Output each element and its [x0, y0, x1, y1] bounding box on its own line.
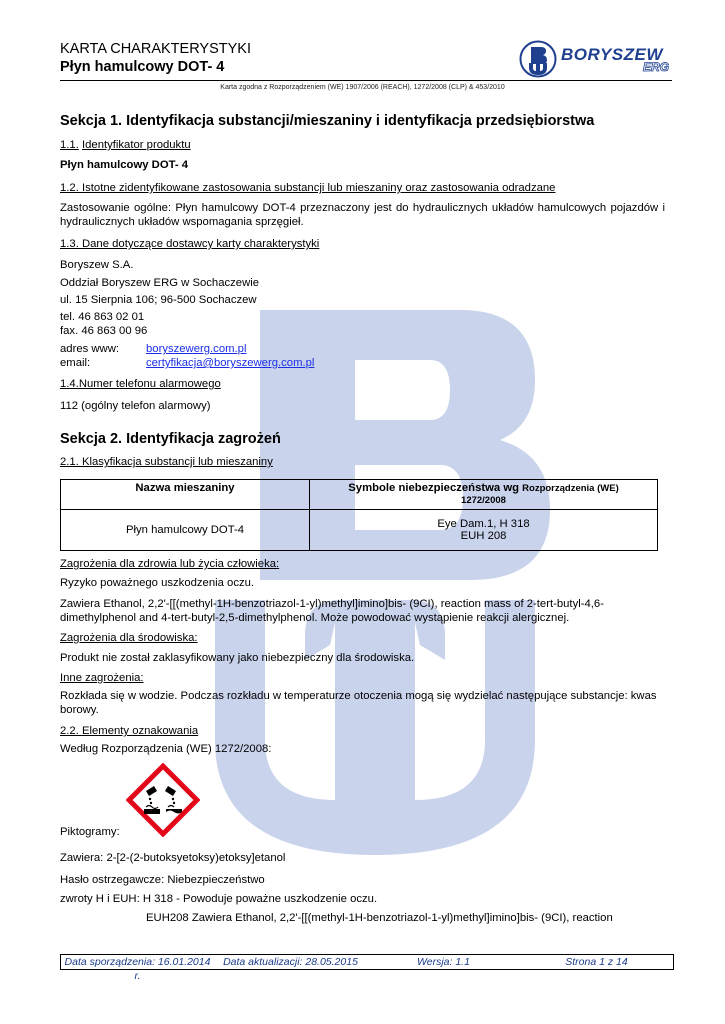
- s22-text: Według Rozporządzenia (WE) 1272/2008:: [60, 743, 272, 755]
- table-header-row: [61, 480, 658, 510]
- health-hazards-text1: Ryzyko poważnego uszkodzenia oczu.: [60, 577, 255, 589]
- footer-page: Strona 1 z 14: [565, 956, 628, 968]
- table-header-symbols: [310, 480, 658, 510]
- symbols-header-reg: Rozporządzenia (WE): [522, 483, 619, 494]
- symbols-header-main: Symbole niebezpieczeństwa wg: [348, 482, 520, 494]
- env-hazards-text: Produkt nie został zaklasyfikowany jako niebezpieczny dla środowiska.: [60, 652, 415, 664]
- product-title: Płyn hamulcowy DOT- 4: [60, 59, 225, 75]
- email-label: email:: [60, 357, 91, 369]
- hazard-symbol-eye-dam: Eye Dam.1, H 318: [437, 518, 530, 530]
- regulation-note: Karta zgodna z Rozporządzeniem (WE) 1907/2006 (REACH), 1272/2008 (CLP) & 453/2010: [220, 84, 505, 91]
- other-hazards-text: Rozkłada się w wodzie. Podczas rozkładu w temperaturze otoczenia mogą się wydzielać następujące substancje: kwas borowy.: [60, 690, 657, 716]
- h-phrases: zwroty H i EUH: H 318 - Powoduje poważne uszkodzenie oczu.: [60, 893, 378, 905]
- section2-heading: Sekcja 2. Identyfikacja zagrożeń: [60, 431, 281, 447]
- s11-title: Identyfikator produktu: [81, 139, 191, 151]
- footer-version: Wersja: 1.1: [417, 956, 470, 968]
- www-label: adres www:: [60, 343, 120, 355]
- env-hazards-label: Zagrożenia dla środowiska:: [60, 632, 198, 644]
- table-row: [61, 510, 658, 551]
- s22-label: 2.2. Elementy oznakowania: [60, 725, 199, 737]
- s21-label: 2.1. Klasyfikacja substancji lub mieszaniny: [60, 456, 273, 468]
- supplier-tel: tel. 46 863 02 01: [60, 311, 145, 323]
- hazard-symbols-cell: [310, 510, 658, 551]
- symbols-header-reg-num: 1272/2008: [461, 495, 506, 506]
- footer-created: Data sporządzenia: 16.01.2014 r.: [64, 956, 211, 982]
- boryszew-emblem-icon: [519, 40, 557, 78]
- www-link[interactable]: boryszewerg.com.pl: [146, 343, 247, 355]
- health-hazards-label: Zagrożenia dla zdrowia lub życia człowieka:: [60, 558, 280, 570]
- footer-updated: Data aktualizacji: 28.05.2015: [223, 956, 358, 968]
- header-divider: [60, 80, 672, 81]
- ghs-corrosion-pictogram-icon: [126, 763, 200, 837]
- euh208-text: EUH208 Zawiera Ethanol, 2,2'-[[(methyl-1H-benzotriazol-1-yl)methyl]imino]bis- (9CI), reaction: [146, 912, 613, 924]
- boryszew-logo: [519, 40, 671, 78]
- brand-name: BORYSZEW: [561, 45, 663, 64]
- supplier-fax: fax. 46 863 00 96: [60, 325, 148, 337]
- brand-sub: ERG: [643, 60, 670, 74]
- mixture-name-cell: Płyn hamulcowy DOT-4: [61, 510, 310, 551]
- hazard-symbol-euh208: EUH 208: [460, 530, 507, 542]
- s13-label: 1.3. Dane dotyczące dostawcy karty charakterystyki: [60, 238, 320, 250]
- s11-number: 1.1.: [60, 139, 79, 151]
- s12-label: 1.2. Istotne zidentyfikowane zastosowania substancji lub mieszaniny oraz zastosowania odradzane: [60, 182, 556, 194]
- other-hazards-label: Inne zagrożenia:: [60, 672, 144, 684]
- contains-text: Zawiera: 2-[2-(2-butoksyetoksy)etoksy]etanol: [60, 852, 286, 864]
- hazard-classification-table: [60, 479, 658, 551]
- s14-text: 112 (ogólny telefon alarmowy): [60, 400, 211, 412]
- pictograms-label: Piktogramy:: [60, 826, 120, 838]
- table-header-name: Nazwa mieszaniny: [61, 480, 310, 510]
- supplier-branch: Oddział Boryszew ERG w Sochaczewie: [60, 277, 260, 289]
- product-identifier: Płyn hamulcowy DOT- 4: [60, 159, 189, 171]
- s11-label: [60, 138, 191, 152]
- section1-heading: Sekcja 1. Identyfikacja substancji/mieszaniny i identyfikacja przedsiębiorstwa: [60, 113, 595, 129]
- supplier-address: ul. 15 Sierpnia 106; 96-500 Sochaczew: [60, 294, 257, 306]
- s12-text: Zastosowanie ogólne: Płyn hamulcowy DOT-4 przeznaczony jest do hydraulicznych układów hamulcowych pojazdów i hydraulicznych układów wspomagania sprzęgieł.: [60, 202, 665, 228]
- signal-word: Hasło ostrzegawcze: Niebezpieczeństwo: [60, 874, 265, 886]
- s14-label: 1.4.Numer telefonu alarmowego: [60, 378, 221, 390]
- supplier-company: Boryszew S.A.: [60, 259, 134, 271]
- footer-bar: [60, 954, 674, 982]
- email-link[interactable]: certyfikacja@boryszewerg.com.pl: [146, 357, 315, 369]
- health-hazards-text2: Zawiera Ethanol, 2,2'-[[(methyl-1H-benzotriazol-1-yl)methyl]imino]bis- (9CI), reaction mass of 2-tert-butyl-4,6-dimethylphenol and 4-tert-butyl-2,5-dimethylphenol. Może powodować wystąpienie reakcji alergicznej.: [60, 598, 604, 624]
- document-title: KARTA CHARAKTERYSTYKI: [60, 41, 251, 57]
